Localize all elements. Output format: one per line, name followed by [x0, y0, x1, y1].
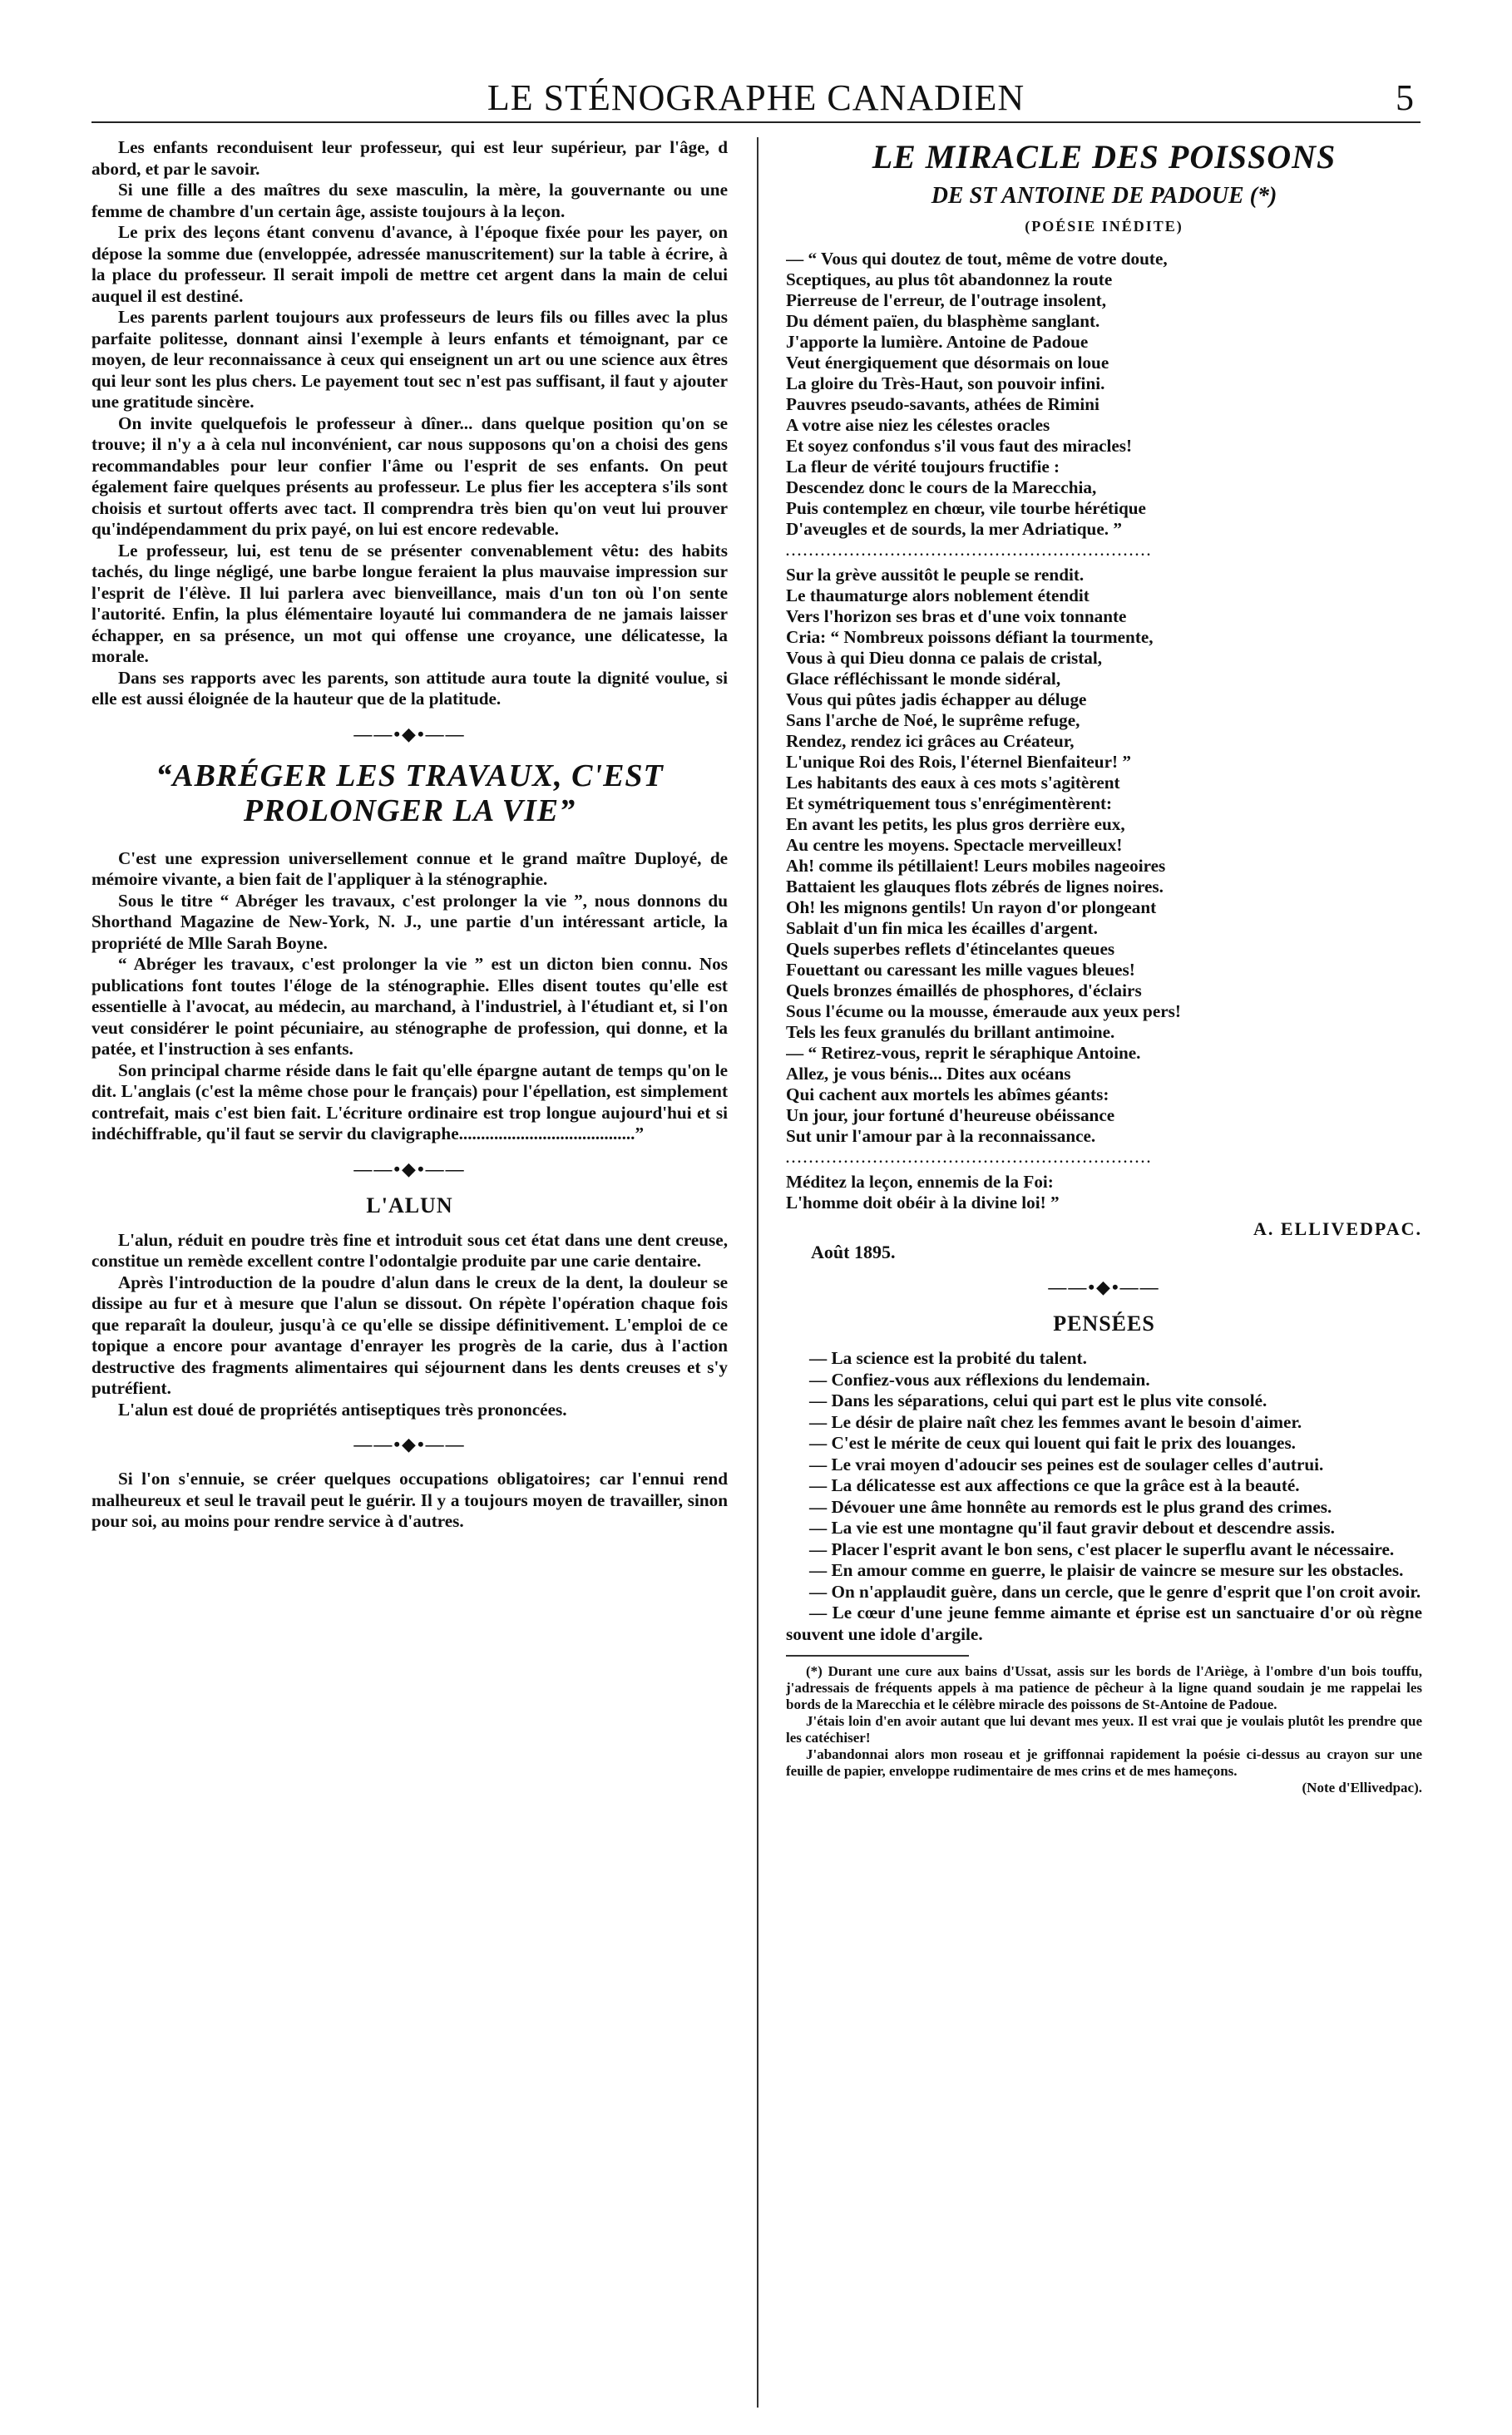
poem-subtitle: DE ST ANTOINE DE PADOUE (*) — [931, 183, 1277, 209]
separator: ——•◆•—— — [353, 1158, 466, 1179]
signature: A. ELLIVEDPAC. — [1253, 1218, 1422, 1239]
paragraph: Le prix des leçons étant convenu d'avance, à l'époque fixée pour les payer, on dépose la somme due (enveloppée, adressée manuscritement) sur la table à écrire, à la place du professeur. Il serait impoli de mettre cet argent dans la main de celui auquel il est destiné. — [91, 222, 728, 306]
verse-line: Les habitants des eaux à ces mots s'agitèrent — [786, 773, 1120, 793]
paragraph: Son principal charme réside dans le fait qu'elle épargne autant de temps qu'on le dit. L'anglais (c'est la même chose pour le français) pour l'épellation, est simplement contrefait, mais c'est bien fait. L'écriture ordinaire est trop longue aujourd'hui et si indéchiffrable, qu'il faut se servir du clavigraphe........................................” — [91, 1059, 728, 1143]
footnote-rule — [786, 1655, 969, 1657]
pensees-list — [786, 1348, 1422, 1645]
verse-line: Battaient les glauques flots zébrés de lignes noires. — [786, 877, 1164, 896]
columns — [91, 137, 1422, 2416]
maxim: — Le vrai moyen d'adoucir ses peines est de soulager celles d'autrui. — [809, 1454, 1324, 1474]
verse-line: Glace réfléchissant le monde sidéral, — [786, 669, 1061, 689]
verse-line: Sablait d'un fin mica les écailles d'argent. — [786, 918, 1098, 938]
article-body — [91, 848, 728, 1145]
verse-line: Quels bronzes émaillés de phosphores, d'éclairs — [786, 980, 1142, 1000]
verse-line: Rendez, rendez ici grâces au Créateur, — [786, 731, 1075, 751]
footnote: (*) Durant une cure aux bains d'Ussat, assis sur les bords de l'Ariège, à l'ombre d'un bois touffu, j'adressais de fréquents appels à ma patience de pêcheur à la ligne quand soudain je me rappelai les bords de la Marecchia et le célèbre miracle des poissons de St-Antoine de Padoue. — [786, 1663, 1422, 1712]
dots-rule: ............................................................... — [786, 1152, 1153, 1166]
verse-line: Vers l'horizon ses bras et d'une voix tonnante — [786, 606, 1127, 626]
verse-line: — “ Vous qui doutez de tout, même de votre doute, — [786, 249, 1168, 269]
footnote: J'étais loin d'en avoir autant que lui devant mes yeux. Il est vrai que je voulais plutôt les prendre que les catéchiser! — [786, 1713, 1422, 1746]
date: Août 1895. — [811, 1242, 896, 1262]
paragraph: L'alun, réduit en poudre très fine et introduit sous cet état dans une dent creuse, constitue un remède excellent contre l'odontalgie produite par une carie dentaire. — [91, 1229, 728, 1271]
verse-line: La fleur de vérité toujours fructifie : — [786, 457, 1060, 477]
verse-line: Ah! comme ils pétillaient! Leurs mobiles nageoires — [786, 856, 1166, 876]
maxim: — C'est le mérite de ceux qui louent qui fait le prix des louanges. — [809, 1433, 1296, 1453]
verse-line: Sans l'arche de Noé, le suprême refuge, — [786, 710, 1080, 730]
maxim: — En amour comme en guerre, le plaisir de vaincre se mesure sur les obstacles. — [809, 1560, 1404, 1580]
poem-stanza — [786, 249, 1422, 540]
maxim: — Dévouer une âme honnête au remords est le plus grand des crimes. — [809, 1496, 1332, 1517]
verse-line: L'unique Roi des Rois, l'éternel Bienfaiteur! ” — [786, 752, 1131, 772]
paragraph: C'est une expression universellement connue et le grand maître Duployé, de mémoire vivante, a bien fait de l'appliquer à la sténographie. — [91, 847, 728, 889]
verse-line: Pierreuse de l'erreur, de l'outrage insolent, — [786, 290, 1107, 310]
verse-line: Pauvres pseudo-savants, athées de Rimini — [786, 394, 1099, 414]
alun-body — [91, 1230, 728, 1421]
separator: ——•◆•—— — [353, 723, 466, 744]
page-number: 5 — [1396, 77, 1414, 118]
footnote-signature: (Note d'Ellivedpac). — [1302, 1780, 1422, 1795]
verse-line: Allez, je vous bénis... Dites aux océans — [786, 1064, 1071, 1084]
maxim: — Le cœur d'une jeune femme aimante et éprise est un sanctuaire d'or où règne souvent une idole d'argile. — [786, 1603, 1422, 1644]
verse-line: Puis contemplez en chœur, vile tourbe hérétique — [786, 498, 1146, 518]
verse-line: Et symétriquement tous s'enrégimentèrent: — [786, 793, 1113, 813]
verse-line: Fouettant ou caressant les mille vagues bleues! — [786, 960, 1135, 980]
footnotes — [786, 1663, 1422, 1780]
paragraph: L'alun est doué de propriétés antiseptiques très prononcées. — [118, 1399, 567, 1420]
paragraph: On invite quelquefois le professeur à dîner... dans quelque position qu'on se trouve; il n'y a à cela nul inconvénient, car nous supposons qu'on a choisi des gens recommandables pour leur confier l'âme ou l'esprit de ses enfants. On peut également faire quelques présents au professeur. Le plus fier les acceptera s'ils sont choisis et surtout offerts avec tact. Il comprendra très bien qu'on veut lui prouver qu'indépendamment du prix payé, on lui est encore redevable. — [91, 412, 728, 539]
intro-section — [91, 137, 728, 710]
verse-line: Oh! les mignons gentils! Un rayon d'or plongeant — [786, 897, 1157, 917]
verse-line: Veut énergiquement que désormais on loue — [786, 353, 1109, 373]
verse-line: Méditez la leçon, ennemis de la Foi: — [786, 1172, 1054, 1192]
right-column — [786, 137, 1422, 2416]
paragraph: Le professeur, lui, est tenu de se présenter convenablement vêtu: des habits tachés, du linge négligé, une barbe longue feraient la plus mauvaise impression sur l'esprit de l'élève. Il lui parlera avec bienveillance, mais d'un ton où l'on sente l'autorité. Enfin, la plus élémentaire loyauté lui commandera de ne jamais laisser échapper, en sa présence, un mot qui offense une croyance, une délicatesse, la morale. — [91, 540, 728, 666]
verse-line: A votre aise niez les célestes oracles — [786, 415, 1050, 435]
maxim: — Dans les séparations, celui qui part est le plus vite consolé. — [809, 1390, 1267, 1410]
verse-line: Tels les feux granulés du brillant antimoine. — [786, 1022, 1115, 1042]
verse-line: Sut unir l'amour par à la reconnaissance. — [786, 1126, 1096, 1146]
maxim: — Confiez-vous aux réflexions du lendemain. — [809, 1369, 1150, 1390]
verse-line: Sous l'écume ou la mousse, émeraude aux yeux pers! — [786, 1001, 1181, 1021]
verse-line: — “ Retirez-vous, reprit le séraphique Antoine. — [786, 1043, 1141, 1063]
verse-line: Et soyez confondus s'il vous faut des miracles! — [786, 436, 1133, 456]
verse-line: Qui cachent aux mortels les abîmes géants: — [786, 1084, 1109, 1104]
verse-line: J'apporte la lumière. Antoine de Padoue — [786, 332, 1089, 352]
page-header — [91, 72, 1421, 123]
verse-line: Sceptiques, au plus tôt abandonnez la route — [786, 269, 1113, 289]
article-title: “ABRÉGER LES TRAVAUX, C'EST PROLONGER LA VIE” — [156, 758, 664, 828]
paragraph: Après l'introduction de la poudre d'alun dans le creux de la dent, la douleur se dissipe au fur et à mesure que l'alun se dissout. On répète l'opération chaque fois que reparaît la douleur, jusqu'à ce qu'elle se dissipe définitivement. L'emploi de ce topique a encore pour avantage d'enrayer les progrès de la carie, dus à l'action destructive des fragments alimentaires qui séjournent dans les dents creuses et s'y putréfient. — [91, 1272, 728, 1398]
dots-rule: ............................................................... — [786, 545, 1153, 559]
paragraph: Les parents parlent toujours aux professeurs de leurs fils ou filles avec la plus parfaite politesse, donnant ainsi l'exemple à leurs enfants et témoignant, par ce moyen, de leur reconnaissance à ceux qui enseignent un art ou une science aux êtres qui leur sont les plus chers. Le payement tout sec n'est pas suffisant, il faut y ajouter une gratitude sincère. — [91, 307, 728, 412]
paragraph: Dans ses rapports avec les parents, son attitude aura toute la dignité voulue, si elle est aussi éloignée de la hauteur que de la platitude. — [91, 667, 728, 709]
column-rule — [757, 137, 758, 2408]
verse-line: Vous qui pûtes jadis échapper au déluge — [786, 689, 1087, 709]
poem-title: LE MIRACLE DES POISSONS — [872, 138, 1337, 175]
separator: ——•◆•—— — [353, 1434, 466, 1455]
paragraph: Sous le titre “ Abréger les travaux, c'est prolonger la vie ”, nous donnons du Shorthand Magazine de New-York, N. J., une partie d'un intéressant article, la propriété de Mlle Sarah Boyne. — [91, 890, 728, 953]
maxim: — Le désir de plaire naît chez les femmes avant le besoin d'aimer. — [809, 1411, 1302, 1432]
verse-line: Au centre les moyens. Spectacle merveilleux! — [786, 835, 1123, 855]
alun-title: L'ALUN — [366, 1193, 453, 1218]
paragraph: Si une fille a des maîtres du sexe masculin, la mère, la gouvernante ou une femme de chambre d'un certain âge, assiste toujours à la leçon. — [91, 180, 728, 221]
maxim: — La vie est une montagne qu'il faut gravir debout et descendre assis. — [809, 1518, 1335, 1538]
closing-paragraph: Si l'on s'ennuie, se créer quelques occupations obligatoires; car l'ennui rend malheureux et seul le travail peut le guérir. Il y a toujours moyen de travailler, sinon pour soi, au moins pour rendre service à d'autres. — [91, 1469, 728, 1531]
verse-line: Un jour, jour fortuné d'heureuse obéissance — [786, 1105, 1115, 1125]
maxim: — La science est la probité du talent. — [809, 1348, 1087, 1368]
poem-stanza — [786, 565, 1422, 1147]
verse-line: Sur la grève aussitôt le peuple se rendit. — [786, 565, 1085, 585]
maxim: — Placer l'esprit avant le bon sens, c'est placer le superflu avant le nécessaire. — [809, 1539, 1395, 1559]
pensees-title: PENSÉES — [1053, 1311, 1155, 1336]
verse-line: Quels superbes reflets d'étincelantes queues — [786, 939, 1115, 959]
footnote: J'abandonnai alors mon roseau et je griffonnai rapidement la poésie ci-dessus au crayon sur une feuille de papier, enveloppe rudimentaire de mes crins et de mes hameçons. — [786, 1746, 1422, 1779]
verse-line: Du dément païen, du blasphème sanglant. — [786, 311, 1100, 331]
verse-line: L'homme doit obéir à la divine loi! ” — [786, 1193, 1060, 1213]
verse-line: En avant les petits, les plus gros derrière eux, — [786, 814, 1125, 834]
paragraph: “ Abréger les travaux, c'est prolonger la vie ” est un dicton bien connu. Nos publications font toutes l'éloge de la sténographie. Elles disent toutes qu'elle est essentielle à l'avocat, au médecin, au marchand, à l'industriel, à l'étudiant et, si l'on veut considérer le point pécuniaire, au sténographe de profession, qui donne, et la patée, et l'instruction à ses enfants. — [91, 954, 728, 1059]
verse-line: D'aveugles et de sourds, la mer Adriatique. ” — [786, 519, 1122, 539]
verse-line: Vous à qui Dieu donna ce palais de cristal, — [786, 648, 1103, 668]
poem-tag: (POÉSIE INÉDITE) — [1025, 218, 1183, 235]
verse-line: Descendez donc le cours de la Marecchia, — [786, 477, 1097, 497]
verse-line: La gloire du Très-Haut, son pouvoir infini. — [786, 373, 1105, 393]
separator: ——•◆•—— — [1048, 1277, 1160, 1297]
paragraph: Les enfants reconduisent leur professeur, qui est leur supérieur, par l'âge, d abord, et par le savoir. — [91, 137, 728, 179]
maxim: — On n'applaudit guère, dans un cercle, que le genre d'esprit que l'on croit avoir. — [809, 1581, 1421, 1602]
verse-line: Le thaumaturge alors noblement étendit — [786, 585, 1090, 605]
running-title: LE STÉNOGRAPHE CANADIEN — [487, 77, 1025, 118]
left-column — [91, 137, 728, 2416]
verse-line: Cria: “ Nombreux poissons défiant la tourmente, — [786, 627, 1154, 647]
maxim: — La délicatesse est aux affections ce que la grâce est à la beauté. — [809, 1475, 1300, 1495]
poem-stanza — [786, 1172, 1422, 1213]
